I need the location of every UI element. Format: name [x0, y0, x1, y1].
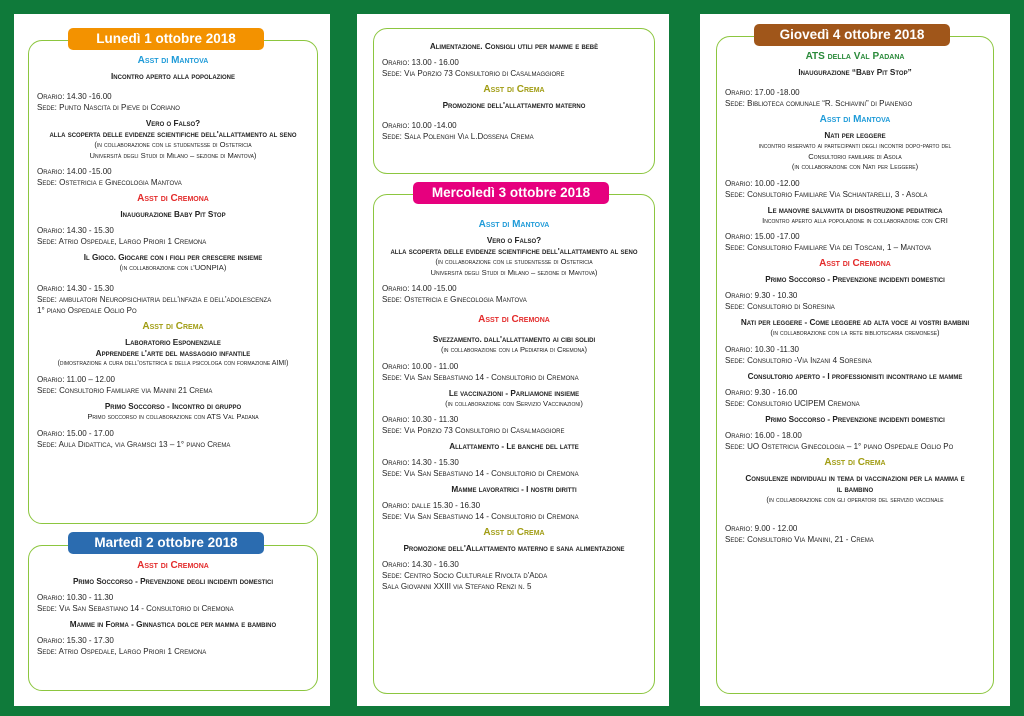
event-time: Orario: 14.00 -15.00	[37, 167, 112, 176]
event-title: Primo Soccorso - Prevenzione incidenti domestici	[765, 414, 945, 424]
event-note: (dimostrazione a cura dell'ostetrica e della psicologa con formazione AIMI)	[57, 359, 289, 367]
event-note: (in collaborazione con la Pediatria di Cremona)	[441, 345, 587, 354]
event-venue: Sede: Punto Nascita di Pieve di Coriano	[37, 103, 180, 112]
event-venue: Sede: Biblioteca comunale “R. Schiavini” di Pianengo	[725, 99, 913, 108]
org-heading: Asst di Crema	[483, 527, 545, 538]
event-venue: Sede: Consultorio Familiare via Manini 21 Crema	[37, 386, 213, 395]
event-venue: Sede: UO Ostetricia Ginecologia – 1° piano Ospedale Oglio Po	[725, 441, 954, 451]
event-note: Incontro aperto alla popolazione in collaborazione con CRI	[762, 215, 948, 225]
event-note: Università degli Studi di Milano – sezione di Mantova)	[89, 150, 257, 160]
tuesday-box	[28, 545, 318, 691]
event-time: Orario: dalle 15.30 - 16.30	[382, 501, 481, 510]
event-title: Primo Soccorso - Prevenzione incidenti domestici	[765, 275, 945, 284]
event-time: Orario: 13.00 - 16.00	[382, 58, 459, 67]
event-title: Nati per leggere	[824, 131, 886, 140]
event-time: Orario: 10.30 - 11.30	[37, 593, 114, 602]
event-title: Mamme lavoratrici - I nostri diritti	[451, 485, 577, 494]
event-venue: Sede: Via Porzio 73 Consultorio di Casalmaggiore	[382, 69, 565, 78]
event-venue: 1° piano Ospedale Oglio Po	[37, 305, 137, 315]
monday-box	[28, 40, 318, 524]
thursday-box	[716, 36, 994, 694]
day-header-wednesday: Mercoledì 3 ottobre 2018	[413, 182, 609, 204]
event-time: Orario: 9.00 - 12.00	[725, 524, 798, 533]
event-note: (in collaborazione con le studentesse di Ostetricia	[435, 257, 593, 266]
event-note: incontro riservato ai partecipanti degli incontri dopo-parto del	[758, 141, 952, 150]
event-title: Alimentazione. Consigli utili per mamme e bebè	[429, 42, 599, 51]
event-venue: Sede: Atrio Ospedale, Largo Priori 1 Cremona	[37, 237, 207, 246]
event-venue: Sede: Consultorio Via Manini, 21 - Crema	[725, 535, 874, 544]
event-note: Consultorio familiare di Asola	[808, 151, 902, 161]
event-title: Nati per leggere - Come leggere ad alta voce ai vostri bambini	[740, 318, 970, 327]
event-time: Orario: 15.00 -17.00	[725, 232, 800, 241]
event-subtitle: alla scoperta delle evidenze scientifiche dell'allattamento al seno	[49, 130, 297, 139]
event-title: Vero o Falso?	[145, 119, 201, 128]
event-title: Inaugurazione “Baby Pit Stop”	[798, 68, 912, 77]
event-note: (in collaborazione con Nati per Leggere)	[791, 162, 919, 171]
event-venue: Sede: Consultorio Familiare Via dei Toscani, 1 – Mantova	[725, 243, 932, 252]
wednesday-box	[373, 194, 655, 694]
event-title: Mamme in Forma - Ginnastica dolce per mamma e bambino	[69, 620, 277, 629]
event-subtitle: il bambino	[836, 484, 874, 494]
event-time: Orario: 14.30 - 15.30	[382, 458, 459, 467]
day-header-thursday: Giovedì 4 ottobre 2018	[754, 24, 950, 46]
event-time: Orario: 10.30 -11.30	[725, 344, 800, 354]
event-subtitle: Apprendere l'arte del massaggio infantile	[95, 348, 251, 358]
org-heading: Asst di Cremona	[478, 314, 550, 325]
event-venue: Sede: Sala Polenghi Via L.Dossena Crema	[382, 132, 534, 141]
event-time: Orario: 15.00 - 17.00	[37, 428, 114, 438]
event-note: (in collaborazione con gli operatori del servizio vaccinale	[766, 494, 944, 504]
column-thursday	[700, 14, 1010, 706]
event-title: Inaugurazione Baby Pit Stop	[120, 210, 226, 219]
event-note: Università degli Studi di Milano – sezione di Mantova)	[430, 267, 598, 277]
event-time: Orario: 14.00 -15.00	[382, 284, 457, 293]
event-time: Orario: 10.00 -14.00	[382, 121, 457, 130]
event-title: Vero o Falso?	[486, 236, 542, 245]
event-title: Consulenze individuali in tema di vaccinazioni per la mamma e	[745, 473, 965, 483]
event-title: Primo Soccorso - Prevenzione degli incidenti domestici	[72, 577, 274, 586]
event-venue: Sede: Consultorio di Soresina	[725, 302, 835, 311]
event-venue: Sede: Consultorio -Via Inzani 4 Soresina	[725, 355, 872, 365]
event-venue: Sede: ambulatori Neuropsichiatria dell'infazia e dell'adolescenza	[37, 294, 272, 304]
event-title: Promozione dell'Allattamento materno e sana alimentazione	[403, 544, 625, 553]
event-title: Incontro aperto alla popolazione	[111, 72, 235, 81]
event-venue: Sede: Centro Socio Culturale Rivolta d'Adda	[382, 571, 548, 580]
event-time: Orario: 11.00 – 12.00	[37, 375, 116, 384]
day-header-tuesday: Martedì 2 ottobre 2018	[68, 532, 264, 554]
org-heading: Asst di Crema	[142, 320, 204, 332]
event-time: Orario: 14.30 - 16.30	[382, 560, 459, 569]
event-time: Orario: 9.30 - 10.30	[725, 291, 798, 300]
event-venue: Sede: Via San Sebastiano 14 - Consultorio di Cremona	[382, 469, 579, 478]
event-venue: Sede: Aula Didattica, via Gramsci 13 – 1° piano Crema	[37, 439, 231, 449]
event-title: Consultorio aperto - I professionisiti incontrano le mamme	[747, 371, 963, 381]
event-venue: Sede: Via San Sebastiano 14 - Consultorio di Cremona	[37, 604, 234, 613]
event-subtitle: alla scoperta delle evidenze scientifiche dell'allattamento al seno	[390, 247, 638, 256]
event-time: Orario: 14.30 - 15.30	[37, 283, 114, 293]
event-note: (in collaborazione con la rete bibliotecaria cremonese)	[770, 328, 940, 337]
event-time: Orario: 14.30 - 15.30	[37, 226, 114, 235]
org-heading: ATS della Val Padana	[805, 51, 905, 62]
event-time: Orario: 14.30 -16.00	[37, 92, 112, 101]
event-title: Le manovre salvavita di disostruzione pediatrica	[767, 205, 943, 215]
event-title: Laboratorio Esponenziale	[125, 337, 221, 347]
org-heading: Asst di Cremona	[137, 193, 209, 204]
org-heading: Asst di Mantova	[478, 219, 550, 230]
event-venue: Sede: Via San Sebastiano 14 - Consultorio di Cremona	[382, 512, 579, 521]
event-note: (in collaborazione con Servizio Vaccinazioni)	[445, 398, 583, 408]
column-tuesday-wednesday	[357, 14, 669, 706]
event-title: Allattamento - Le banche del latte	[449, 442, 579, 451]
org-heading: Asst di Cremona	[819, 258, 891, 269]
event-venue: Sede: Via Porzio 73 Consultorio di Casalmaggiore	[382, 426, 565, 435]
event-time: Orario: 17.00 -18.00	[725, 88, 800, 97]
event-note: (in collaborazione con le studentesse di Ostetricia	[94, 140, 252, 149]
event-note: Primo soccorso in collaborazione con ATS Val Padana	[87, 412, 259, 421]
event-venue: Sede: Atrio Ospedale, Largo Priori 1 Cremona	[37, 647, 207, 656]
event-venue: Sede: Ostetricia e Ginecologia Mantova	[382, 295, 527, 304]
day-header-monday: Lunedì 1 ottobre 2018	[68, 28, 264, 50]
event-venue: Sede: Consultorio UCIPEM Cremona	[725, 398, 860, 408]
event-venue: Sede: Consultorio Familiare Via Schiantarelli, 3 - Asola	[725, 189, 928, 199]
column-monday-tuesday	[14, 14, 330, 706]
event-time: Orario: 16.00 - 18.00	[725, 430, 802, 440]
org-heading: Asst di Mantova	[819, 114, 891, 125]
event-title: Il Gioco. Giocare con i figli per crescere insieme	[83, 253, 263, 262]
event-note: (in collaborazione con l'UONPIA)	[119, 263, 227, 272]
org-heading: Asst di Mantova	[137, 55, 209, 66]
event-time: Orario: 10.00 -12.00	[725, 178, 800, 188]
org-heading: Asst di Crema	[824, 456, 886, 468]
event-title: Primo Soccorso - Incontro di gruppo	[104, 402, 242, 411]
event-time: Orario: 9.30 - 16.00	[725, 387, 798, 397]
org-heading: Asst di Crema	[483, 84, 545, 95]
event-title: Le vaccinazioni - Parliamone insieme	[448, 388, 580, 398]
tuesday-cont-box	[373, 28, 655, 174]
event-venue: Sede: Ostetricia e Ginecologia Mantova	[37, 178, 182, 187]
event-title: Svezzamento. dall'allattamento ai cibi solidi	[432, 335, 596, 344]
event-title: Promozione dell'allattamento materno	[442, 101, 586, 110]
event-time: Orario: 10.00 - 11.00	[382, 361, 459, 371]
event-time: Orario: 15.30 - 17.30	[37, 636, 114, 645]
org-heading: Asst di Cremona	[137, 560, 209, 571]
event-venue: Sala Giovanni XXIII via Stefano Renzi n. 5	[382, 582, 532, 591]
event-time: Orario: 10.30 - 11.30	[382, 415, 459, 424]
event-venue: Sede: Via San Sebastiano 14 - Consultorio di Cremona	[382, 372, 579, 382]
